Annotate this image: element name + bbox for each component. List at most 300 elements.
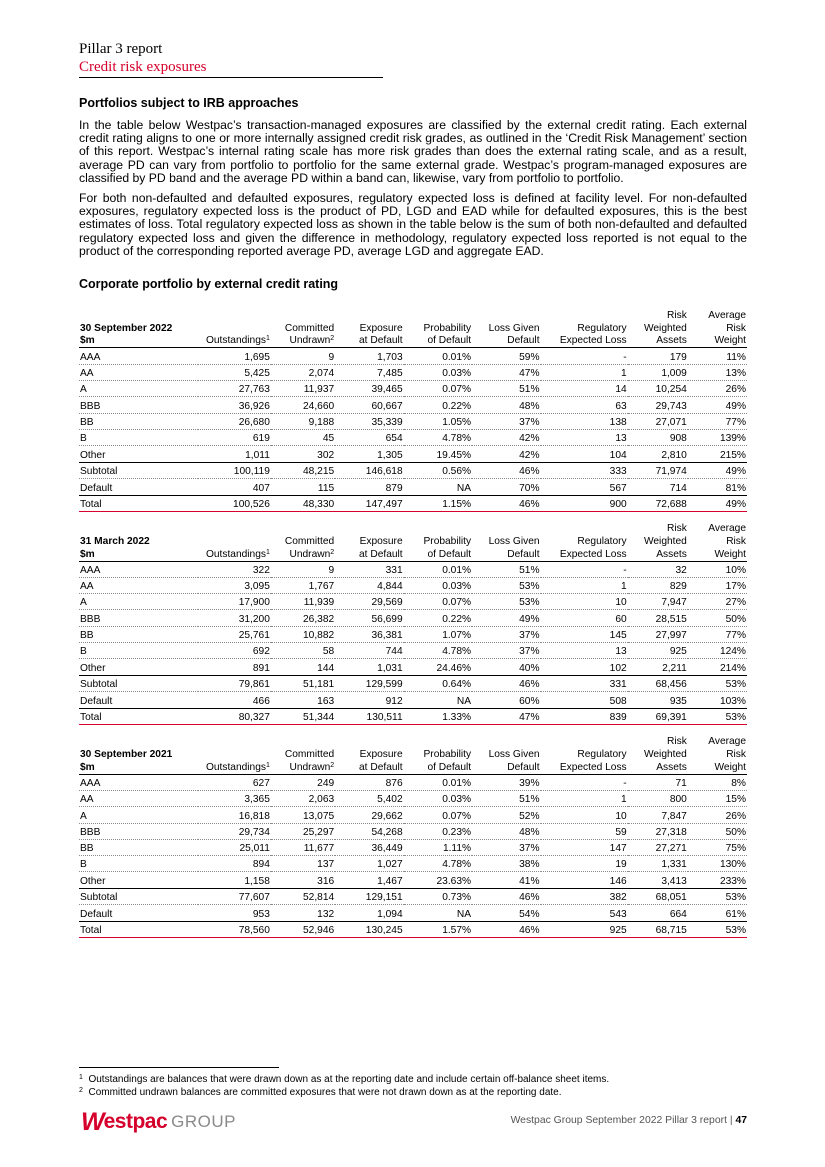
header-pd: Probability <box>423 748 472 760</box>
table-cell: 2,063 <box>271 791 335 807</box>
table-cell: 0.01% <box>404 348 472 364</box>
table-cell: 664 <box>628 905 688 922</box>
table-cell: 1 <box>541 364 628 380</box>
table-cell: B <box>79 856 198 872</box>
table-cell: 322 <box>198 561 271 577</box>
table-cell: 23.63% <box>404 872 472 889</box>
header-rwa: Risk <box>667 736 687 748</box>
table-cell: 891 <box>198 659 271 676</box>
table-cell: Other <box>79 446 198 463</box>
table-cell: 46% <box>472 462 540 478</box>
table-cell: 829 <box>628 577 688 593</box>
header-blank <box>335 522 403 535</box>
table-cell: 508 <box>541 692 628 709</box>
table-cell: 46% <box>472 922 540 938</box>
table-cell: 1 <box>541 791 628 807</box>
table-cell: 53% <box>688 922 747 938</box>
table-cell: 51,344 <box>271 709 335 725</box>
footnotes <box>79 1067 747 1099</box>
header-blank <box>79 309 198 322</box>
table-cell: 68,051 <box>628 889 688 905</box>
header-rwa: Risk <box>667 522 687 534</box>
table-cell: 63 <box>541 397 628 413</box>
table-cell: 78,560 <box>198 922 271 938</box>
table-cell: 1,467 <box>335 872 403 889</box>
table-cell: 24,660 <box>271 397 335 413</box>
table-cell: 13% <box>688 364 747 380</box>
report-title: Pillar 3 report <box>79 41 163 57</box>
header-outstandings <box>198 335 271 348</box>
table-cell: 925 <box>541 922 628 938</box>
header-blank <box>198 535 271 548</box>
table-cell: BBB <box>79 823 198 839</box>
undrawn-label: Undrawn <box>289 548 331 560</box>
table-cell: 145 <box>541 626 628 642</box>
table-row <box>79 659 747 676</box>
table-cell: 56,699 <box>335 610 403 626</box>
table-cell: 32 <box>628 561 688 577</box>
table-cell: 115 <box>271 479 335 496</box>
table-cell: 27,997 <box>628 626 688 642</box>
header-arw: Weight <box>688 335 747 348</box>
table-row <box>79 561 747 577</box>
units-label: $m <box>79 761 198 774</box>
table-cell: 7,847 <box>628 807 688 823</box>
table-cell: 46% <box>472 676 540 692</box>
table-cell: AAA <box>79 561 198 577</box>
logo-wordmark: estpac <box>103 1110 168 1133</box>
subtotal-row <box>79 889 747 905</box>
table-cell: Default <box>79 692 198 709</box>
header-row <box>79 522 747 535</box>
table-cell: 10,254 <box>628 381 688 397</box>
header-exposure: at Default <box>335 335 403 348</box>
header-exposure: Exposure <box>359 535 403 547</box>
table-cell: 40% <box>472 659 540 676</box>
table-cell: 4.78% <box>404 856 472 872</box>
table-cell: 1,331 <box>628 856 688 872</box>
header-blank <box>79 735 198 748</box>
header-pd: of Default <box>404 335 472 348</box>
table-row <box>79 594 747 610</box>
table-cell: 11,939 <box>271 594 335 610</box>
table-cell: 24.46% <box>404 659 472 676</box>
table-cell: 26% <box>688 381 747 397</box>
table-row <box>79 397 747 413</box>
table-cell: 25,761 <box>198 626 271 642</box>
table-cell: 331 <box>541 676 628 692</box>
table-cell: 36,381 <box>335 626 403 642</box>
header-blank <box>404 735 472 748</box>
header-blank <box>198 309 271 322</box>
table-cell: 2,074 <box>271 364 335 380</box>
table-cell: 1.33% <box>404 709 472 725</box>
table-cell: 50% <box>688 610 747 626</box>
header-pd: Probability <box>423 322 472 334</box>
table-cell: 1,767 <box>271 577 335 593</box>
table-cell: 302 <box>271 446 335 463</box>
header-lgd: Default <box>472 335 540 348</box>
table-cell: 316 <box>271 872 335 889</box>
page-footer <box>79 1107 747 1136</box>
table-cell: 26,382 <box>271 610 335 626</box>
table-cell: 3,413 <box>628 872 688 889</box>
table-cell: 29,569 <box>335 594 403 610</box>
subtotal-row <box>79 462 747 478</box>
section-heading: Portfolios subject to IRB approaches <box>79 96 299 110</box>
table-cell: 26,680 <box>198 413 271 429</box>
table-cell: 124% <box>688 643 747 659</box>
table-row <box>79 807 747 823</box>
page-header <box>79 40 383 78</box>
table-cell: 103% <box>688 692 747 709</box>
table-cell: 51,181 <box>271 676 335 692</box>
table-cell: 13 <box>541 429 628 445</box>
table-cell: 627 <box>198 774 271 790</box>
logo-group: GROUP <box>171 1112 236 1131</box>
table-cell: 215% <box>688 446 747 463</box>
footnote-2-num: 2 <box>79 1086 83 1094</box>
page-footer-text: Westpac Group September 2022 Pillar 3 report | <box>510 1115 736 1126</box>
header-row <box>79 335 747 348</box>
table-cell: 1.11% <box>404 839 472 855</box>
header-rel: Regulatory <box>577 322 627 334</box>
header-committed <box>271 335 335 348</box>
table-cell: 52% <box>472 807 540 823</box>
table-cell: 81% <box>688 479 747 496</box>
table-cell: 39% <box>472 774 540 790</box>
table-cell: 0.64% <box>404 676 472 692</box>
units-label: $m <box>79 335 198 348</box>
table-cell: 132 <box>271 905 335 922</box>
table-cell: 543 <box>541 905 628 922</box>
footnote-rule <box>79 1067 279 1068</box>
table-cell: 10% <box>688 561 747 577</box>
table-cell: 1,703 <box>335 348 403 364</box>
table-cell: 27% <box>688 594 747 610</box>
table-cell: 80,327 <box>198 709 271 725</box>
header-rel: Regulatory <box>577 748 627 760</box>
table-cell: 0.03% <box>404 577 472 593</box>
table-cell: 3,365 <box>198 791 271 807</box>
table-cell: 10 <box>541 807 628 823</box>
table-row <box>79 774 747 790</box>
header-rwa: Assets <box>628 548 688 561</box>
westpac-logo <box>81 1107 236 1136</box>
table-cell: 60 <box>541 610 628 626</box>
table-cell: 52,814 <box>271 889 335 905</box>
table-cell: 0.22% <box>404 397 472 413</box>
header-exposure: Exposure <box>359 322 403 334</box>
table-cell: 7,485 <box>335 364 403 380</box>
table-cell: AA <box>79 791 198 807</box>
table-row <box>79 839 747 855</box>
table-cell: 60% <box>472 692 540 709</box>
table-cell: 16,818 <box>198 807 271 823</box>
table-cell: 466 <box>198 692 271 709</box>
period-label: 31 March 2022 <box>80 535 150 547</box>
credit-rating-table <box>79 522 747 725</box>
header-row <box>79 735 747 748</box>
table-cell: - <box>541 774 628 790</box>
table-cell: Other <box>79 872 198 889</box>
table-cell: 46% <box>472 889 540 905</box>
table-cell: 147,497 <box>335 495 403 511</box>
table-cell: NA <box>404 479 472 496</box>
table-cell: 61% <box>688 905 747 922</box>
table-row <box>79 364 747 380</box>
undrawn-label: Undrawn <box>289 761 331 773</box>
table-cell: 72,688 <box>628 495 688 511</box>
table-cell: 714 <box>628 479 688 496</box>
table-cell: 51% <box>472 791 540 807</box>
table-cell: 48,330 <box>271 495 335 511</box>
table-cell: 3,095 <box>198 577 271 593</box>
table-cell: 1 <box>541 577 628 593</box>
table-cell: 953 <box>198 905 271 922</box>
table-cell: 46% <box>472 495 540 511</box>
header-row <box>79 322 747 335</box>
default-row <box>79 479 747 496</box>
table-cell: 935 <box>628 692 688 709</box>
total-row <box>79 495 747 511</box>
table-cell: 53% <box>688 709 747 725</box>
table-cell: 49% <box>688 462 747 478</box>
table-subheading: Corporate portfolio by external credit rating <box>79 277 339 292</box>
table-cell: 59 <box>541 823 628 839</box>
footnote-1-num: 1 <box>79 1074 83 1081</box>
table-cell: 100,119 <box>198 462 271 478</box>
table-cell: 17,900 <box>198 594 271 610</box>
header-blank <box>541 735 628 748</box>
table-cell: 10 <box>541 594 628 610</box>
page-number <box>511 1115 747 1126</box>
header-blank <box>271 309 335 322</box>
table-cell: Subtotal <box>79 462 198 478</box>
table-cell: Default <box>79 905 198 922</box>
table-cell: 27,318 <box>628 823 688 839</box>
header-blank <box>541 309 628 322</box>
table-cell: 11,937 <box>271 381 335 397</box>
table-cell: 876 <box>335 774 403 790</box>
table-cell: 147 <box>541 839 628 855</box>
table-cell: 146,618 <box>335 462 403 478</box>
header-blank <box>198 748 271 761</box>
header-committed: Committed <box>284 748 335 760</box>
table-cell: 619 <box>198 429 271 445</box>
table-cell: 1,094 <box>335 905 403 922</box>
header-blank <box>198 322 271 335</box>
header-arw: Average <box>708 736 746 748</box>
header-blank <box>198 735 271 748</box>
header-row <box>79 748 747 761</box>
header-rel: Expected Loss <box>541 335 628 348</box>
table-cell: 68,715 <box>628 922 688 938</box>
table-cell: B <box>79 643 198 659</box>
header-arw: Risk <box>726 535 746 547</box>
table-cell: 1,009 <box>628 364 688 380</box>
table-cell: 51% <box>472 561 540 577</box>
table-cell: 53% <box>472 594 540 610</box>
table-cell: 42% <box>472 446 540 463</box>
table-cell: 19 <box>541 856 628 872</box>
table-cell: 4,844 <box>335 577 403 593</box>
header-arw: Risk <box>726 748 746 760</box>
header-blank <box>198 522 271 535</box>
table-cell: 60,667 <box>335 397 403 413</box>
table-cell: 912 <box>335 692 403 709</box>
header-lgd: Loss Given <box>488 322 540 334</box>
table-cell: 29,662 <box>335 807 403 823</box>
header-arw: Risk <box>726 322 746 334</box>
header-blank <box>404 522 472 535</box>
table-cell: 68,456 <box>628 676 688 692</box>
header-rwa: Weighted <box>643 322 687 334</box>
header-rwa: Assets <box>628 335 688 348</box>
table-cell: 839 <box>541 709 628 725</box>
table-row <box>79 413 747 429</box>
header-blank <box>541 522 628 535</box>
table-cell: 1.57% <box>404 922 472 938</box>
table-cell: NA <box>404 905 472 922</box>
logo-w-mark: W <box>81 1107 103 1136</box>
table-cell: 2,810 <box>628 446 688 463</box>
table-cell: 14 <box>541 381 628 397</box>
table-cell: 0.01% <box>404 561 472 577</box>
table-cell: 53% <box>688 889 747 905</box>
header-blank <box>271 522 335 535</box>
header-pd: of Default <box>404 761 472 774</box>
header-arw: Average <box>708 522 746 534</box>
table-cell: BB <box>79 626 198 642</box>
table-cell: 0.07% <box>404 807 472 823</box>
table-cell: 28,515 <box>628 610 688 626</box>
header-blank <box>472 309 540 322</box>
table-cell: 58 <box>271 643 335 659</box>
table-cell: 1,695 <box>198 348 271 364</box>
footnote-2-text: Committed undrawn balances are committed exposures that were not drawn down as at the reporting date. <box>88 1086 562 1098</box>
table-cell: 1,158 <box>198 872 271 889</box>
table-cell: 10,882 <box>271 626 335 642</box>
table-cell: 2,211 <box>628 659 688 676</box>
table-cell: 35,339 <box>335 413 403 429</box>
table-cell: Default <box>79 479 198 496</box>
header-pd: Probability <box>423 535 472 547</box>
table-cell: 54,268 <box>335 823 403 839</box>
table-cell: 29,734 <box>198 823 271 839</box>
table-cell: 1,031 <box>335 659 403 676</box>
table-cell: 77% <box>688 413 747 429</box>
header-rel: Expected Loss <box>541 548 628 561</box>
credit-rating-table <box>79 309 747 512</box>
table-cell: 0.03% <box>404 791 472 807</box>
table-cell: 54% <box>472 905 540 922</box>
table-cell: 37% <box>472 413 540 429</box>
header-outstandings <box>198 761 271 774</box>
table-cell: 71 <box>628 774 688 790</box>
table-cell: 1.07% <box>404 626 472 642</box>
main-content <box>79 96 747 938</box>
footnote-ref: 2 <box>330 548 335 556</box>
footnote-1 <box>79 1074 747 1087</box>
table-cell: 11% <box>688 348 747 364</box>
table-cell: 249 <box>271 774 335 790</box>
table-cell: Total <box>79 922 198 938</box>
table-cell: 0.07% <box>404 594 472 610</box>
subtotal-row <box>79 676 747 692</box>
table-cell: 48% <box>472 397 540 413</box>
table-cell: - <box>541 348 628 364</box>
table-cell: 27,071 <box>628 413 688 429</box>
table-cell: BB <box>79 413 198 429</box>
header-lgd: Default <box>472 548 540 561</box>
tables-container <box>79 309 747 938</box>
footnote-2 <box>79 1087 747 1100</box>
header-arw: Average <box>708 309 746 321</box>
table-cell: 50% <box>688 823 747 839</box>
table-cell: 49% <box>688 495 747 511</box>
table-cell: 163 <box>271 692 335 709</box>
table-cell: AAA <box>79 774 198 790</box>
footnote-ref: 2 <box>330 761 335 769</box>
table-cell: 139% <box>688 429 747 445</box>
table-cell: 333 <box>541 462 628 478</box>
header-blank <box>335 735 403 748</box>
table-cell: BBB <box>79 610 198 626</box>
table-cell: BB <box>79 839 198 855</box>
table-cell: 407 <box>198 479 271 496</box>
table-cell: 0.73% <box>404 889 472 905</box>
table-cell: Total <box>79 495 198 511</box>
table-cell: 0.22% <box>404 610 472 626</box>
table-cell: 7,947 <box>628 594 688 610</box>
table-cell: 1.15% <box>404 495 472 511</box>
default-row <box>79 905 747 922</box>
table-cell: 37% <box>472 643 540 659</box>
footnote-1-text: Outstandings are balances that were drawn down as at the reporting date and include certain off-balance sheet items. <box>88 1074 610 1085</box>
table-cell: 48% <box>472 823 540 839</box>
table-cell: 70% <box>472 479 540 496</box>
table-cell: A <box>79 594 198 610</box>
header-rwa: Assets <box>628 761 688 774</box>
header-arw: Weight <box>688 761 747 774</box>
header-blank <box>472 522 540 535</box>
table-cell: 71,974 <box>628 462 688 478</box>
table-cell: 42% <box>472 429 540 445</box>
table-row <box>79 610 747 626</box>
period-label: 30 September 2021 <box>80 748 173 760</box>
table-cell: 79,861 <box>198 676 271 692</box>
header-exposure: Exposure <box>359 748 403 760</box>
table-cell: 52,946 <box>271 922 335 938</box>
intro-paragraph-1: In the table below Westpac’s transaction-managed exposures are classified by the external credit rating. Each external credit rating aligns to one or more internally assigned credit risk grades, as outlined in the ‘Credit Risk Management’ section of this report. Westpac’s internal rating scale has more risk grades than does the external rating scale, and as a result, average PD can vary from portfolio to portfolio for the same external grade. Westpac’s program-managed exposures are classified by PD band and the average PD within a band can, likewise, vary from portfolio to portfolio. <box>79 118 747 185</box>
table-cell: 25,011 <box>198 839 271 855</box>
table-cell: 102 <box>541 659 628 676</box>
header-pd: of Default <box>404 548 472 561</box>
header-blank <box>335 309 403 322</box>
table-cell: 53% <box>472 577 540 593</box>
default-row <box>79 692 747 709</box>
header-row <box>79 548 747 561</box>
table-cell: 25,297 <box>271 823 335 839</box>
total-row <box>79 709 747 725</box>
units-label: $m <box>79 548 198 561</box>
table-row <box>79 856 747 872</box>
header-exposure: at Default <box>335 761 403 774</box>
table-cell: 5,402 <box>335 791 403 807</box>
footnote-ref: 1 <box>265 335 270 343</box>
table-cell: 45 <box>271 429 335 445</box>
